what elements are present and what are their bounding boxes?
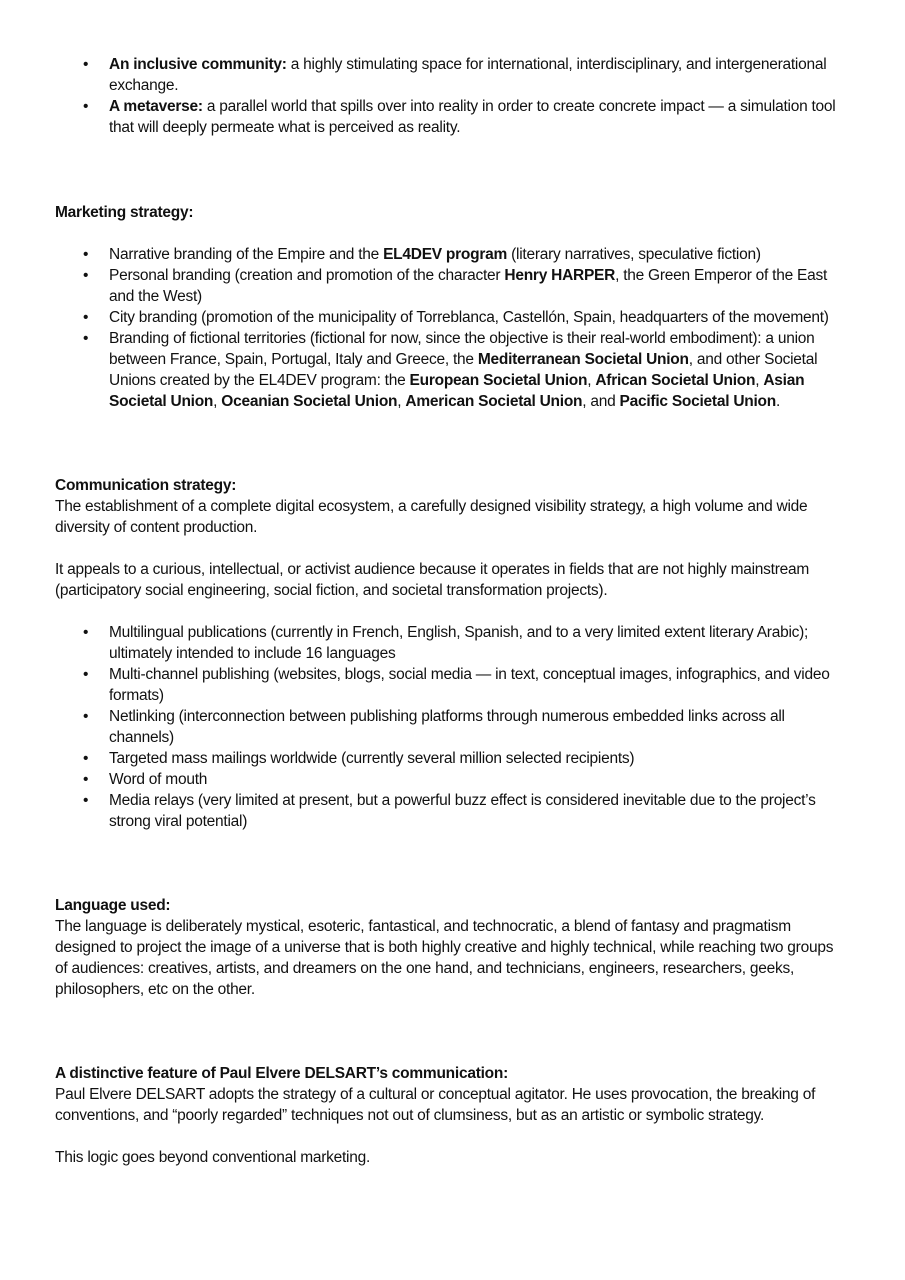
- item-text: .: [775, 393, 781, 410]
- list-item: • Multilingual publications (currently in French, English, Spanish, and to a very limited extent literary Arabic); ultimately intended to include 16 languages: [55, 622, 845, 664]
- list-item: [55, 244, 845, 265]
- item-bold: EL4DEV program: [383, 246, 508, 263]
- distinctive-heading: A distinctive feature of Paul Elvere DELSART’s communication:: [55, 1065, 509, 1082]
- distinctive-paragraph: This logic goes beyond conventional marketing.: [55, 1149, 371, 1166]
- item-text: ,: [397, 393, 406, 410]
- item-title: An inclusive community:: [109, 56, 287, 73]
- item-text: , and: [582, 393, 620, 410]
- item-title: A metaverse:: [109, 98, 203, 115]
- item-text: Narrative branding of the Empire and the: [109, 246, 384, 263]
- list-item: • Word of mouth: [55, 769, 845, 790]
- item-bold: African Societal Union: [595, 372, 756, 389]
- list-item: [55, 54, 845, 96]
- item-text: City branding (promotion of the municipality of Torreblanca, Castellón, Spain, headquarters of the movement): [109, 309, 829, 326]
- item-bold: Oceanian Societal Union: [221, 393, 398, 410]
- communication-heading: Communication strategy:: [55, 477, 237, 494]
- item-bold: Mediterranean Societal Union: [477, 351, 689, 368]
- item-bold: Henry HARPER: [504, 267, 616, 284]
- language-heading: Language used:: [55, 897, 171, 914]
- list-item: [55, 96, 845, 138]
- intro-list: [55, 54, 845, 138]
- communication-list: [55, 622, 845, 832]
- list-item: [55, 307, 845, 328]
- item-bold: American Societal Union: [405, 393, 583, 410]
- list-item: [55, 328, 845, 412]
- list-item: [55, 265, 845, 307]
- item-text: a parallel world that spills over into reality in order to create concrete impact — a simulation tool that will deeply permeate what is perceived as reality.: [109, 98, 836, 136]
- communication-paragraph: The establishment of a complete digital ecosystem, a carefully designed visibility strategy, a high volume and wide diversity of content production.: [55, 498, 808, 536]
- item-text: ,: [755, 372, 764, 389]
- item-bold: European Societal Union: [409, 372, 588, 389]
- item-bold: Asian Societal Union: [109, 372, 805, 410]
- item-bold: Pacific Societal Union: [619, 393, 776, 410]
- list-item: • Multi-channel publishing (websites, blogs, social media — in text, conceptual images, infographics, and video formats): [55, 664, 845, 706]
- list-item: • Targeted mass mailings worldwide (currently several million selected recipients): [55, 748, 845, 769]
- item-text: Branding of fictional territories (fictional for now, since the objective is their real-world embodiment): a union between France, Spain, Portugal, Italy and Greece, the: [109, 330, 815, 368]
- item-text: , and other Societal Unions created by the EL4DEV program: the: [109, 351, 818, 389]
- language-paragraph: The language is deliberately mystical, esoteric, fantastical, and technocratic, a blend of fantasy and pragmatism designed to project the image of a universe that is both highly creative and highly technical, while reaching two groups of audiences: creatives, artists, and dreamers on the one hand, and technicians, engineers, researchers, geeks, philosophers, etc on the other.: [55, 918, 834, 998]
- item-text: (literary narratives, speculative fiction): [507, 246, 761, 263]
- distinctive-paragraph: Paul Elvere DELSART adopts the strategy of a cultural or conceptual agitator. He uses provocation, the breaking of conventions, and “poorly regarded” techniques not out of clumsiness, but as an artistic or symbolic strategy.: [55, 1086, 816, 1124]
- item-text: a highly stimulating space for international, interdisciplinary, and intergenerational exchange.: [109, 56, 827, 94]
- item-text: ,: [213, 393, 222, 410]
- item-text: , the Green Emperor of the East and the West): [109, 267, 828, 305]
- item-text: ,: [587, 372, 596, 389]
- list-item: • Media relays (very limited at present, but a powerful buzz effect is considered inevitable due to the project’s strong viral potential): [55, 790, 845, 832]
- marketing-heading: Marketing strategy:: [55, 204, 194, 221]
- item-text: Personal branding (creation and promotion of the character: [109, 267, 505, 284]
- marketing-list: [55, 244, 845, 412]
- list-item: • Netlinking (interconnection between publishing platforms through numerous embedded links across all channels): [55, 706, 845, 748]
- communication-paragraph: It appeals to a curious, intellectual, or activist audience because it operates in fields that are not highly mainstream (participatory social engineering, social fiction, and societal transformation projects).: [55, 561, 810, 599]
